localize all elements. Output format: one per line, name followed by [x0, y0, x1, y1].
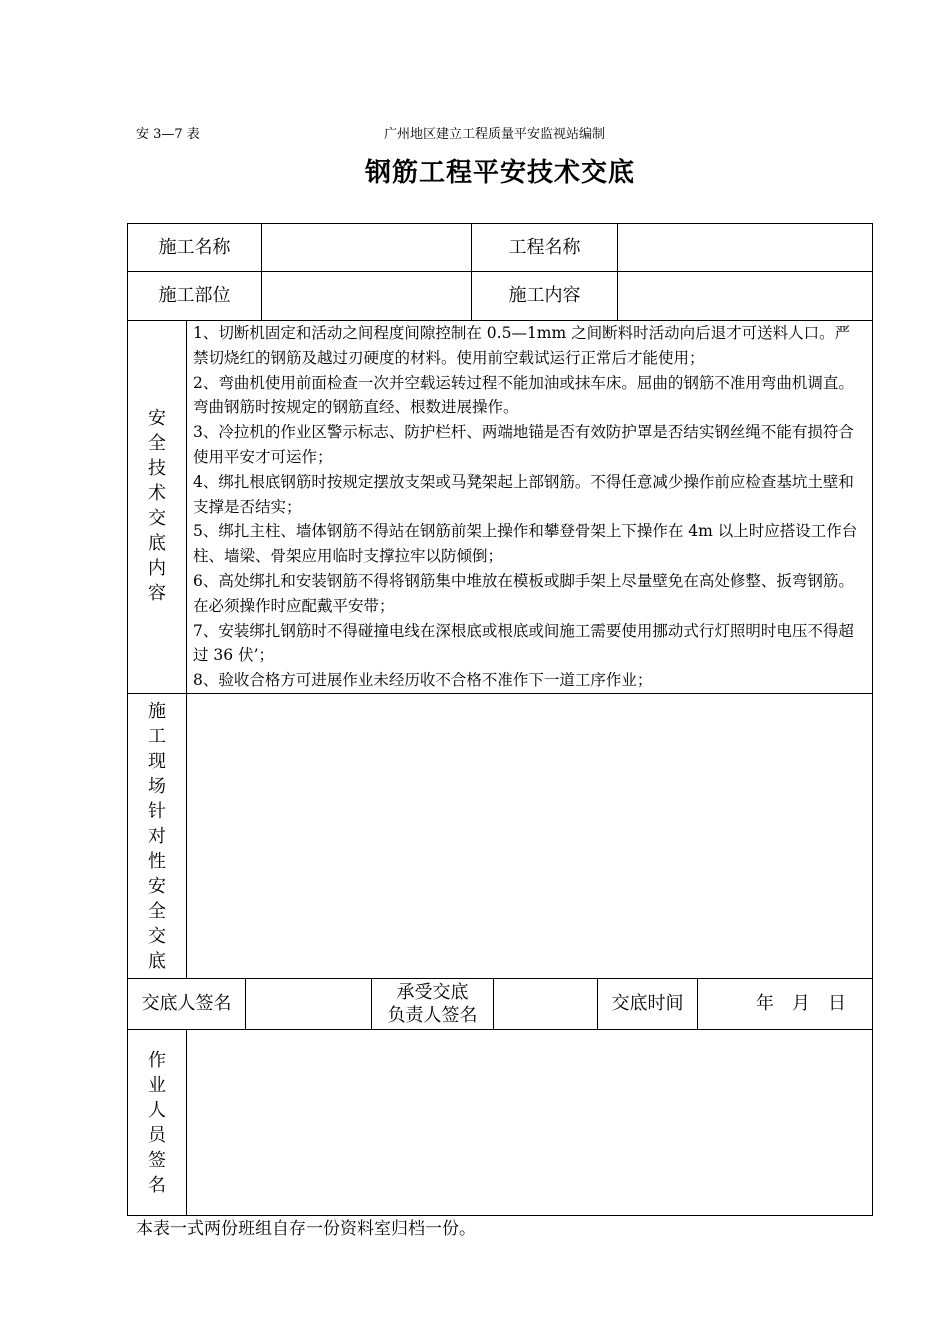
- construction-content-label: 施工内容: [508, 285, 581, 306]
- construction-content-field[interactable]: [618, 272, 872, 320]
- footer-note: 本表一式两份班组自存一份资料室归档一份。: [136, 1219, 476, 1239]
- disclosure-time-label: 交底时间: [611, 993, 684, 1014]
- safety-item: 6、高处绑扎和安装钢筋不得将钢筋集中堆放在模板或脚手架上尽量壁免在高处修整、扳弯钢筋。在必须操作时应配戴平安带；: [193, 571, 854, 615]
- safety-disclosure-content: [193, 321, 865, 693]
- receiver-signature-field[interactable]: [494, 979, 597, 1029]
- site-safety-field[interactable]: [187, 694, 872, 978]
- safety-disclosure-label: 安全技术交底内容: [148, 408, 166, 604]
- issuer-text: 广州地区建立工程质量平安监视站编制: [384, 127, 606, 142]
- discloser-signature-field[interactable]: [246, 979, 371, 1029]
- construction-name-label: 施工名称: [158, 236, 231, 258]
- receiver-label-line2: 负责人签名: [387, 1005, 478, 1026]
- project-name-label: 工程名称: [508, 236, 581, 258]
- construction-part-label: 施工部位: [158, 285, 231, 306]
- disclosure-date-field[interactable]: 年 月 日: [756, 993, 846, 1014]
- safety-item: 8、验收合格方可进展作业未经历收不合格不准作下一道工序作业；: [193, 671, 653, 690]
- site-safety-label: 施工现场针对性安全交底: [148, 701, 166, 972]
- safety-item: 5、绑扎主柱、墙体钢筋不得站在钢筋前架上操作和攀登骨架上下操作在 4m 以上时应搭设工作台柱、墙梁、骨架应用临时支撑拉牢以防倾倒；: [193, 522, 858, 566]
- construction-part-field[interactable]: [262, 272, 471, 320]
- workers-signature-label: 作业人员签名: [148, 1050, 166, 1196]
- safety-item: 3、冷拉机的作业区警示标志、防护栏杆、两端地锚是否有效防护罩是否结实钢丝绳不能有损符合使用平安才可运作；: [193, 423, 854, 466]
- safety-item: 7、安装绑扎钢筋时不得碰撞电线在深根底或根底或间施工需要使用挪动式行灯照明时电压不得超过 36 伏’；: [193, 621, 854, 665]
- project-name-field[interactable]: [618, 224, 872, 271]
- safety-item: 4、绑扎根底钢筋时按规定摆放支架或马凳架起上部钢筋。不得任意减少操作前应检查基坑土壁和支撑是否结实；: [193, 472, 854, 516]
- safety-item: 2、弯曲机使用前面检查一次并空载运转过程不能加油或抹车床。屈曲的钢筋不准用弯曲机调直。弯曲钢筋时按规定的钢筋直经、根数进展操作。: [193, 373, 854, 417]
- construction-name-field[interactable]: [262, 224, 471, 271]
- discloser-signature-label: 交底人签名: [141, 993, 232, 1014]
- safety-item: 1、切断机固定和活动之间程度间隙控制在 0.5—1mm 之间断料时活动向后退才可送料人口。严禁切烧红的钢筋及越过刃硬度的材料。使用前空载试运行正常后才能使用；: [193, 324, 851, 367]
- receiver-signature-label: [372, 979, 493, 1029]
- page-title: 钢筋工程平安技术交底: [364, 158, 635, 188]
- form-number: 安 3—7 表: [136, 127, 200, 142]
- receiver-label-line1: 承受交底: [396, 982, 469, 1003]
- workers-signature-field[interactable]: [187, 1030, 872, 1215]
